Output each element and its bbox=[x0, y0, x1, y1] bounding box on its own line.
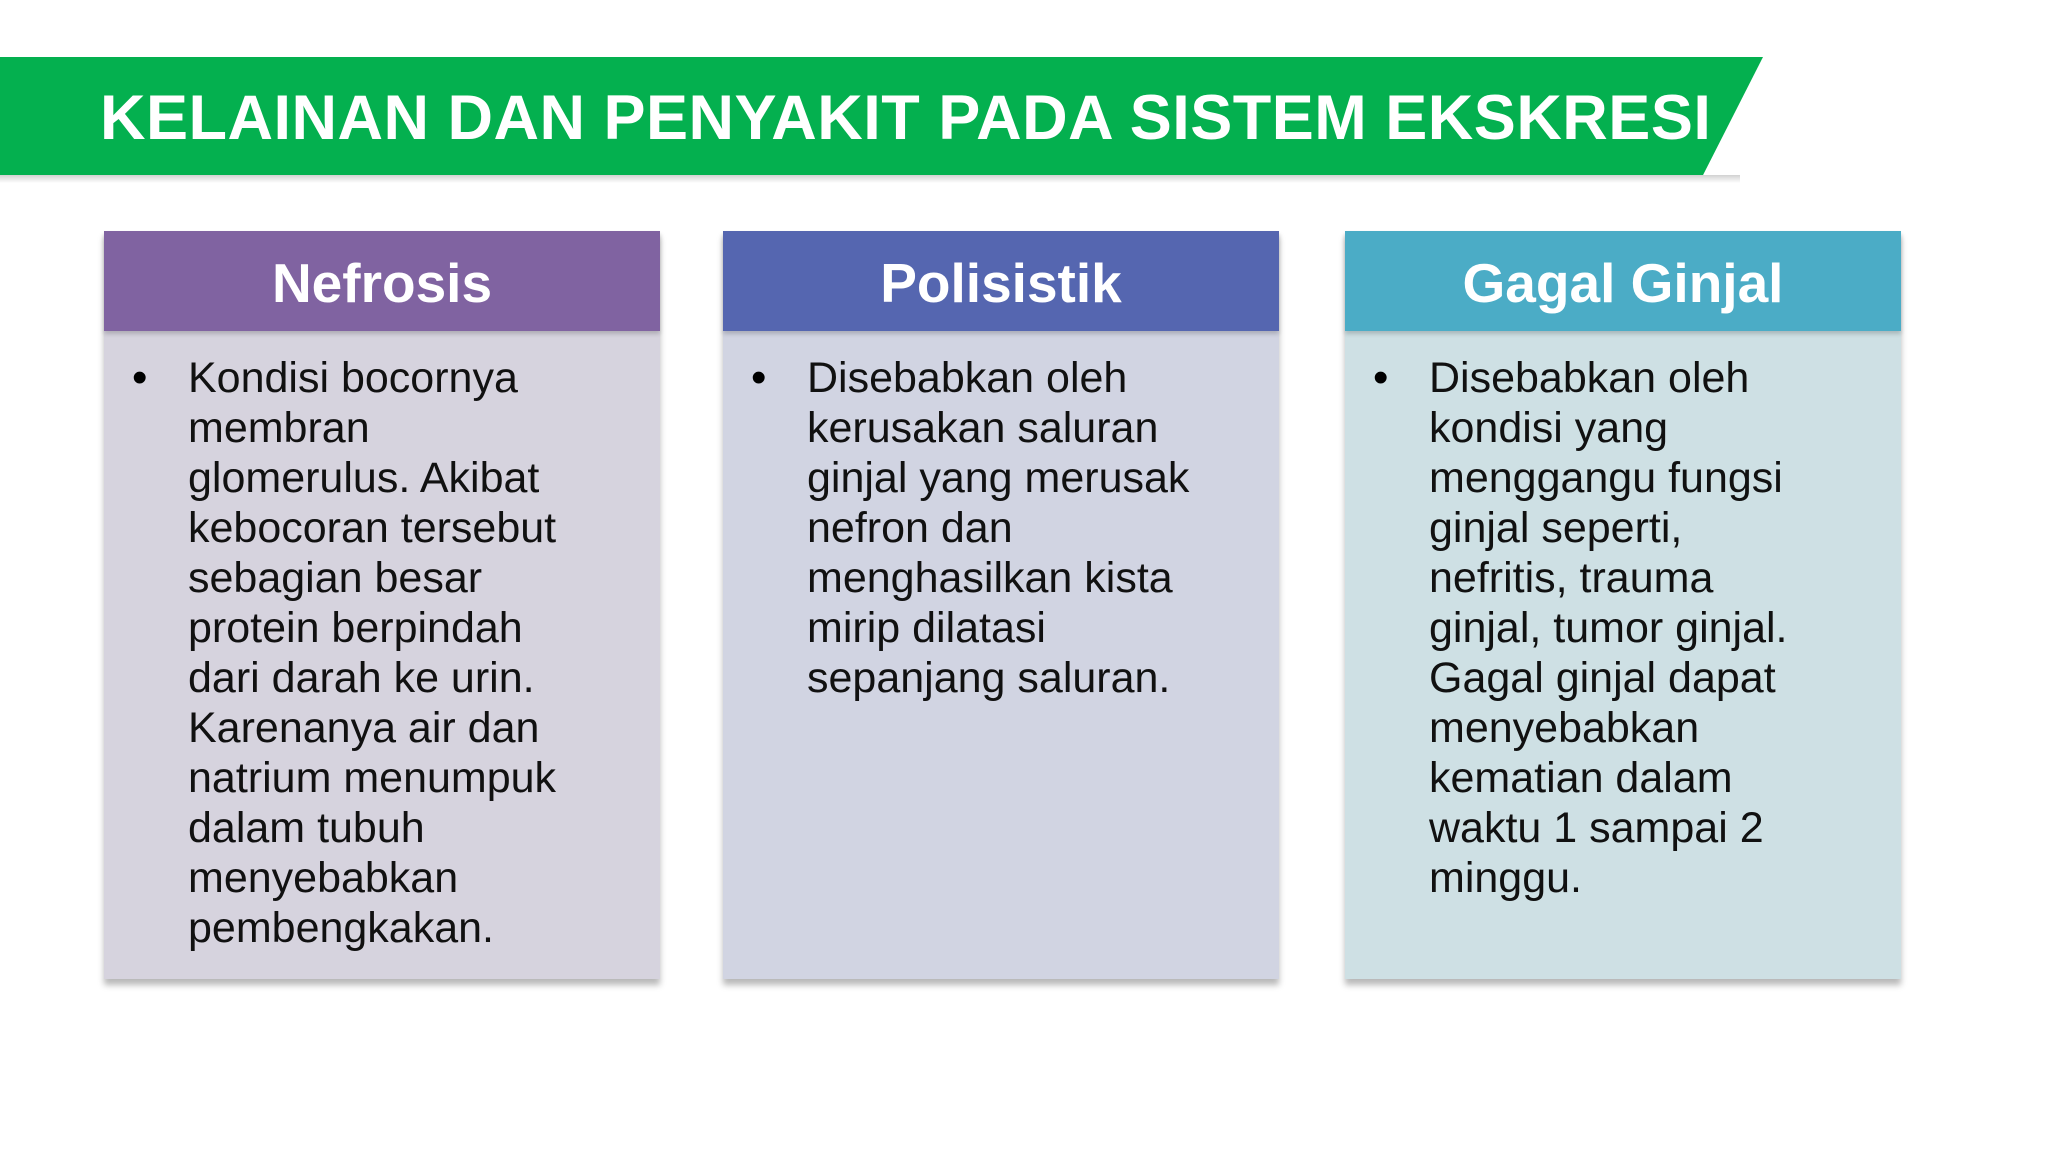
text-line: mirip dilatasi bbox=[807, 604, 1046, 652]
text-line: sebagian besar bbox=[188, 554, 483, 602]
text-line: dalam tubuh bbox=[188, 804, 425, 852]
text-line: pembengkakan. bbox=[188, 904, 494, 952]
card-nefrosis bbox=[104, 231, 660, 979]
bullet-text bbox=[188, 353, 556, 953]
text-line: ginjal, tumor ginjal. bbox=[1429, 604, 1788, 652]
bullet-item bbox=[1373, 353, 1881, 903]
text-line: natrium menumpuk bbox=[188, 754, 557, 802]
text-line: menggangu fungsi bbox=[1429, 454, 1783, 502]
text-line: protein berpindah bbox=[188, 604, 523, 652]
text-line: ginjal seperti, bbox=[1429, 504, 1683, 552]
card-header: Gagal Ginjal bbox=[1345, 231, 1901, 331]
bullet-text bbox=[807, 353, 1189, 703]
text-line: waktu 1 sampai 2 bbox=[1429, 804, 1764, 852]
text-line: Kondisi bocornya bbox=[188, 354, 518, 402]
text-line: minggu. bbox=[1429, 854, 1582, 902]
text-line: Disebabkan oleh bbox=[1429, 354, 1750, 402]
text-line: Karenanya air dan bbox=[188, 704, 540, 752]
card-header: Nefrosis bbox=[104, 231, 660, 331]
bullet-item bbox=[751, 353, 1259, 703]
text-line: ginjal yang merusak bbox=[807, 454, 1190, 502]
text-line: kerusakan saluran bbox=[807, 404, 1159, 452]
text-line: Gagal ginjal dapat bbox=[1429, 654, 1776, 702]
text-line: sepanjang saluran. bbox=[807, 654, 1171, 702]
text-line: Disebabkan oleh bbox=[807, 354, 1128, 402]
text-line: kematian dalam bbox=[1429, 754, 1733, 802]
bullet-icon: • bbox=[1373, 353, 1389, 402]
text-line: glomerulus. Akibat bbox=[188, 454, 540, 502]
title-banner-shadow bbox=[0, 175, 1740, 183]
text-line: menyebabkan bbox=[188, 854, 459, 902]
text-line: kebocoran tersebut bbox=[188, 504, 557, 552]
text-line: menyebabkan bbox=[1429, 704, 1700, 752]
card-header: Polisistik bbox=[723, 231, 1279, 331]
bullet-text bbox=[1429, 353, 1788, 903]
card-polisistik bbox=[723, 231, 1279, 979]
slide-title: KELAINAN DAN PENYAKIT PADA SISTEM EKSKRESI bbox=[100, 83, 1712, 153]
bullet-item bbox=[132, 353, 640, 953]
text-line: kondisi yang bbox=[1429, 404, 1669, 452]
text-line: dari darah ke urin. bbox=[188, 654, 535, 702]
text-line: nefron dan bbox=[807, 504, 1013, 552]
card-gagal-ginjal bbox=[1345, 231, 1901, 979]
card-body bbox=[723, 331, 1279, 979]
bullet-icon: • bbox=[132, 353, 148, 402]
text-line: nefritis, trauma bbox=[1429, 554, 1714, 602]
bullet-icon: • bbox=[751, 353, 767, 402]
text-line: membran bbox=[188, 404, 370, 452]
card-body bbox=[104, 331, 660, 979]
card-body bbox=[1345, 331, 1901, 979]
text-line: menghasilkan kista bbox=[807, 554, 1173, 602]
